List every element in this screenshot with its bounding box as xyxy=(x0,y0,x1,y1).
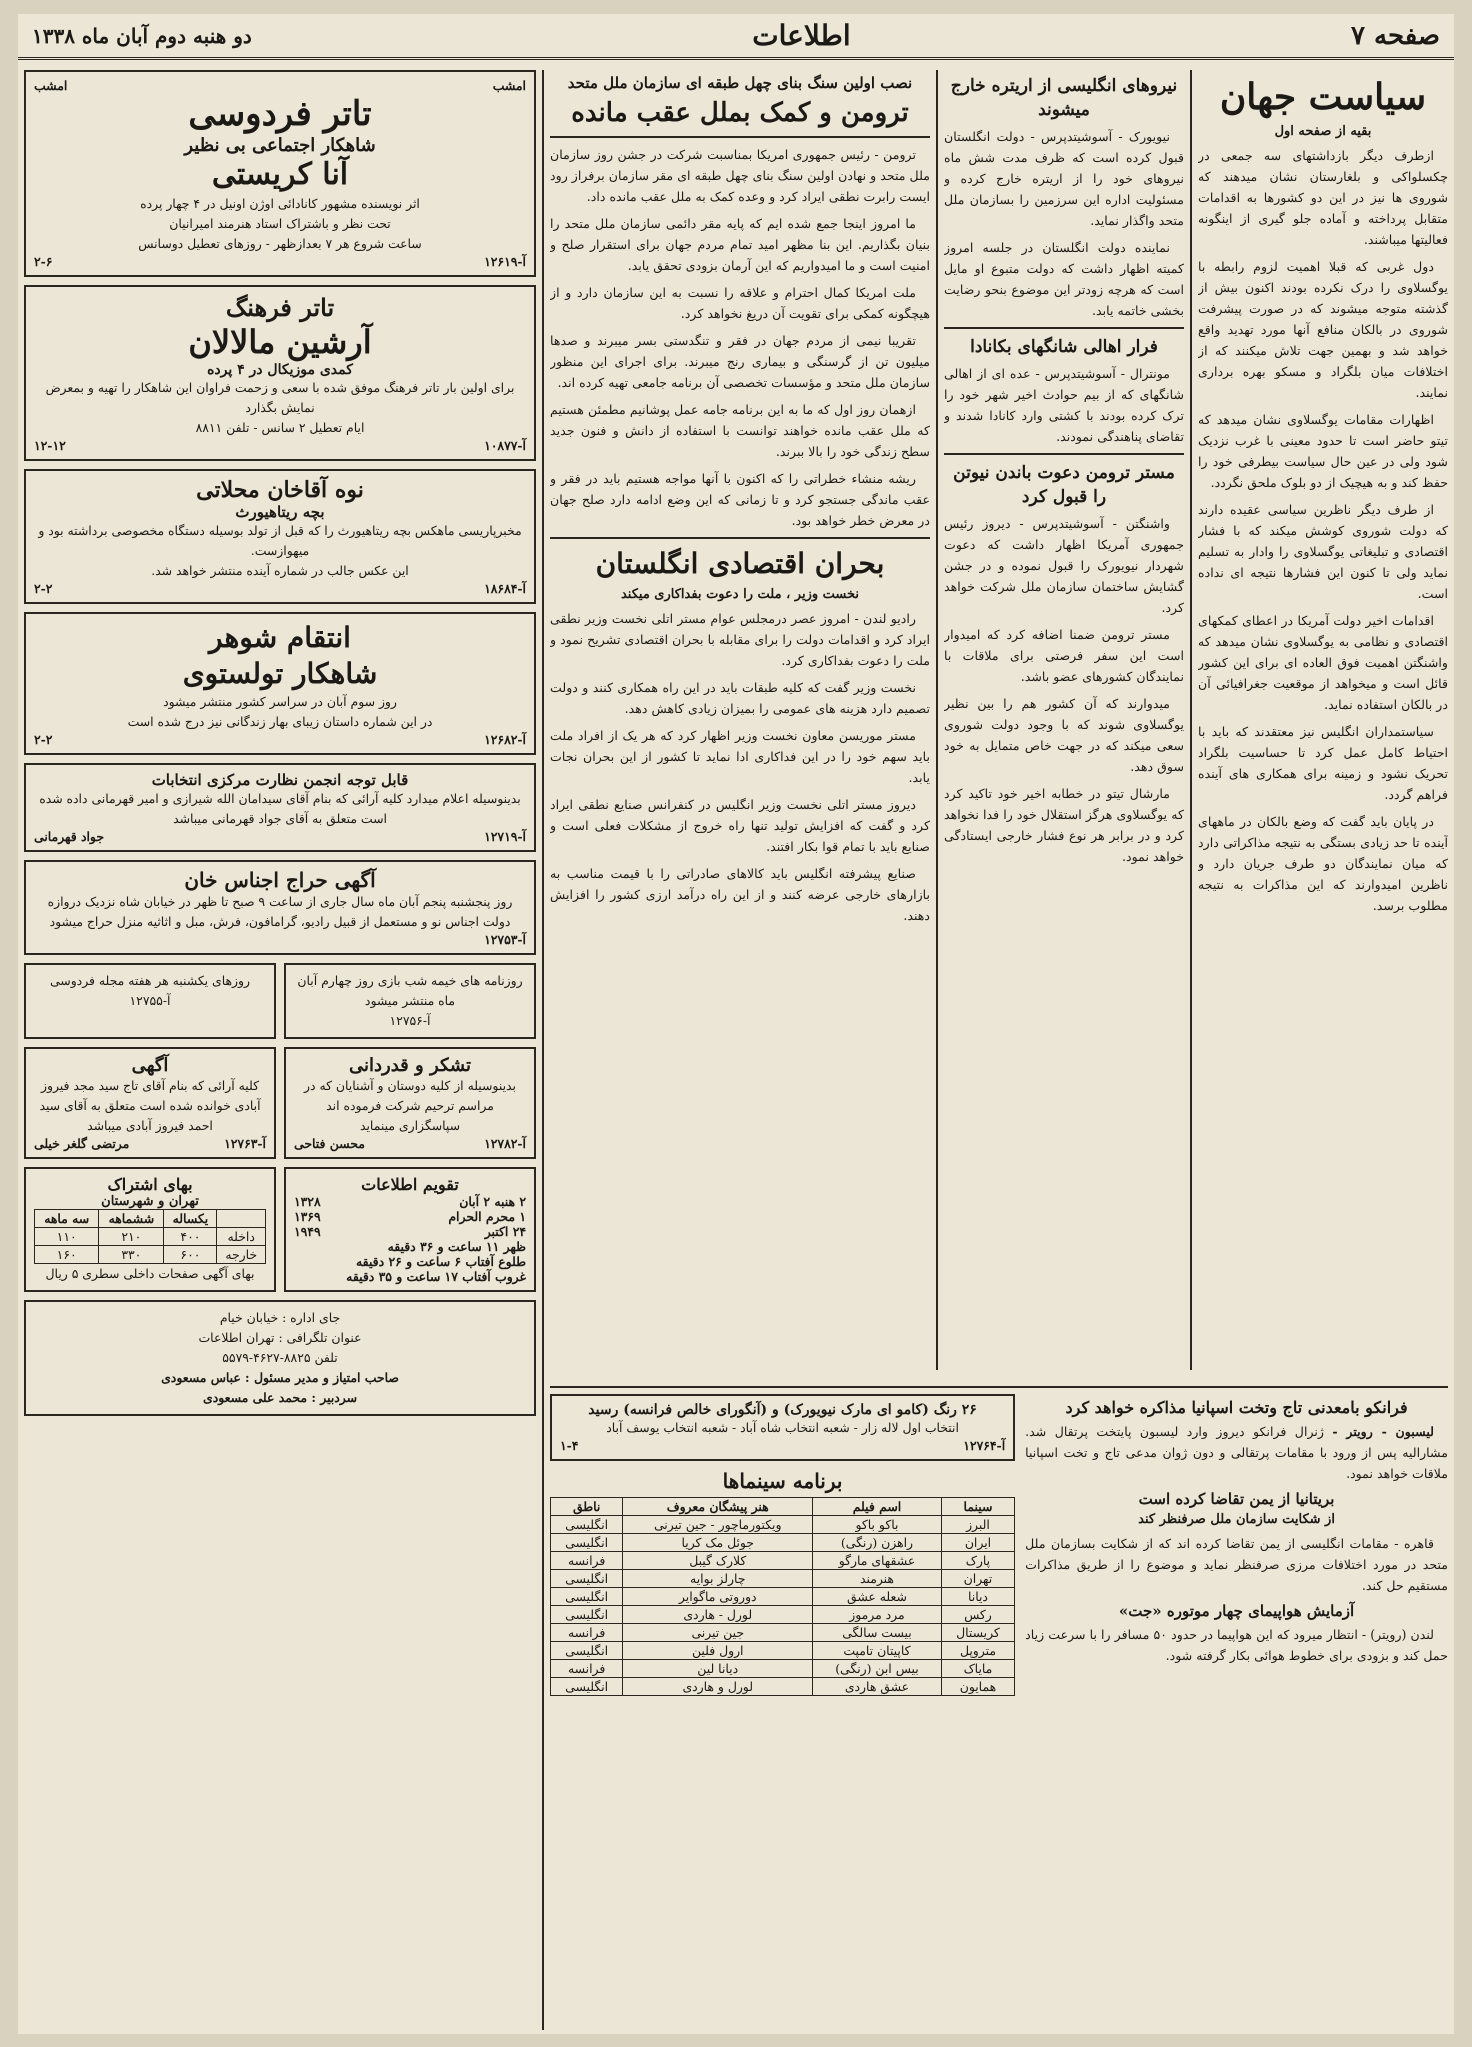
ad-notice xyxy=(24,1047,276,1159)
calendar-cell: ۲۴ اکتبر xyxy=(484,1224,526,1239)
cinema-cell: انگلیسی xyxy=(551,1642,623,1660)
cinema-cell: پارک xyxy=(941,1552,1014,1570)
story-divider xyxy=(944,453,1184,455)
ads-column xyxy=(24,70,536,2030)
small-ads-row xyxy=(24,963,536,1047)
column-divider xyxy=(1190,70,1192,1370)
address-line: جای اداره : خیابان خیام xyxy=(219,1310,341,1325)
calendar-row xyxy=(294,1224,526,1239)
subscription-header: سه ماهه xyxy=(35,1210,99,1228)
rang-ad xyxy=(550,1394,1015,1461)
cinema-cell: انگلیسی xyxy=(551,1516,623,1534)
cinema-cell: انگلیسی xyxy=(551,1588,623,1606)
cinema-cell: عشقهای مارگو xyxy=(813,1552,942,1570)
bottom-stories-row xyxy=(550,1394,1448,1696)
paragraph: ازطرف دیگر بازداشتهای سه جمعی در چکسلواکی و بلغارستان نشان میدهند که شوروی ها نیز در این دو کشورها به اقدامات متقابل پرداخته و آماده جلو گیری از اینگونه فعالیتها میباشند. xyxy=(1198,148,1448,247)
uk-crisis-subhead: نخست وزیر ، ملت را دعوت بفداکاری میکند xyxy=(620,587,860,602)
ad-line: روز سوم آبان در سراسر کشور منتشر میشود xyxy=(163,694,397,709)
rang-ad-title: ۲۶ رنگ (کامو ای مارک نیویورک) و (آنگورای خالص فرانسه) رسید xyxy=(588,1402,977,1418)
cinema-cell: عشق هاردی xyxy=(813,1678,942,1696)
paragraph: اظهارات مقامات یوگسلاوی نشان میدهد که تیتو حاضر است تا حدود معینی با غرب نزدیک شود ولی در عین حال سیاست بیطرفی خود را حفظ کند و به هیچیک از دو بلوک ملحق نگردد. xyxy=(1198,412,1448,490)
calendar-rows xyxy=(294,1194,526,1284)
ad-code: آ-۱۲۷۵۵ xyxy=(129,993,171,1008)
address-line: تلفن ۸۸۲۵-۴۶۲۷-۵۵۷۹ xyxy=(222,1350,338,1365)
ad-small-a xyxy=(284,963,536,1039)
cinema-cell: کریستال xyxy=(941,1624,1014,1642)
cinema-cell: بیس ابن (رنگی) xyxy=(813,1660,942,1678)
paragraph: صنایع پیشرفته انگلیس باید کالاهای صادراتی را با قیمت مناسب به بازارهای خارجی عرضه کنند و از این راه درآمد ارزی کشور را افزایش دهند. xyxy=(550,866,930,923)
subscription-row-label: داخله xyxy=(217,1228,266,1246)
cinema-title: برنامه سینماها xyxy=(722,1469,843,1493)
ad-election-notice xyxy=(24,763,536,852)
ad-tag-tonight: امشب xyxy=(34,78,68,93)
cinema-column xyxy=(550,1394,1015,1696)
masthead xyxy=(18,14,1454,60)
cinema-cell: انگلیسی xyxy=(551,1570,623,1588)
ad-line: در این شماره داستان زیبای بهار زندگانی نیز درج شده است xyxy=(127,714,433,729)
cinema-cell: رکس xyxy=(941,1606,1014,1624)
bottom-section xyxy=(550,1380,1448,2030)
cinema-cell: جوئل مک کریا xyxy=(623,1534,813,1552)
cinema-cell: فرانسه xyxy=(551,1660,623,1678)
cinema-header: ناطق xyxy=(551,1498,623,1516)
ad-line: روزنامه های خیمه شب بازی روز چهارم آبان ماه منتشر میشود xyxy=(297,973,523,1008)
calendar-cell: ۱۹۴۹ xyxy=(294,1224,321,1239)
truman-aid-story xyxy=(550,144,930,531)
ad-title: نوه آقاخان محلاتی xyxy=(196,477,364,503)
cinema-cell: ایران xyxy=(941,1534,1014,1552)
cinema-row xyxy=(551,1516,1015,1534)
ad-line: روز پنجشنبه پنجم آبان ماه سال جاری از ساعت ۹ صبح تا ظهر در خیابان شاه نزدیک دروازه دولت اجناس نو و مستعمل از قبیل رادیو، گرامافون، فرش، مبل و اثاثیه منزل حراج میشود xyxy=(47,894,513,929)
ad-tag-tonight: امشب xyxy=(492,78,526,93)
ad-signature: محسن فتاحی xyxy=(294,1136,365,1151)
ad-line: بدینوسیله اعلام میدارد کلیه آرائی که بنام آقای سیدامان الله شیرازی و امیر قهرمانی داده شده است متعلق به آقای جواد قهرمانی میباشد xyxy=(39,791,521,826)
column-divider xyxy=(542,70,544,2030)
ad-title: تاتر فرهنگ xyxy=(225,293,335,322)
ad-title: انتقام شوهر xyxy=(209,621,351,654)
column-divider xyxy=(936,70,938,1370)
truman-aid-headline: ترومن و کمک بملل عقب مانده xyxy=(571,98,909,128)
calendar-row xyxy=(294,1269,526,1284)
uk-crisis-story xyxy=(550,608,930,926)
cinema-header: اسم فیلم xyxy=(813,1498,942,1516)
ad-line: بدینوسیله از کلیه دوستان و آشنایان که در مراسم ترحیم شرکت فرموده اند سپاسگزاری مینماید xyxy=(304,1078,516,1133)
paragraph: در پایان باید گفت که وضع بالکان در ماههای آینده تا حد زیادی بستگی به نتیجه مذاکراتی دارد که میان نمایندگان دو طرف جریان دارد و ناظرین امیدوارند که این مذاکرات به نتیجه مطلوب برسد. xyxy=(1198,814,1448,913)
ad-play-name: آنا کریستی xyxy=(211,157,349,192)
ad-line: کلیه آرائی که بنام آقای تاج سید مجد فیروز آبادی خوانده شده است متعلق به آقای سید احمد فیروز آبادی میباشد xyxy=(39,1078,261,1133)
paragraph: میدوارند که آن کشور هم را بین نظیر یوگسلاوی شوند که با وجود دولت شوروی سعی میکند که در جهت خاص متمایل به خود سوق دهد. xyxy=(944,696,1184,774)
cinema-row xyxy=(551,1552,1015,1570)
subscription-footer: بهای آگهی صفحات داخلی سطری ۵ ریال xyxy=(45,1266,255,1281)
britain-headline: بریتانیا از یمن تقاضا کرده است xyxy=(1138,1490,1335,1508)
ad-line: این عکس جالب در شماره آینده منتشر خواهد شد. xyxy=(151,563,409,578)
ad-title: تشکر و قدردانی xyxy=(349,1055,471,1076)
calendar-cell: ظهر ۱۱ ساعت و ۳۶ دقیقه xyxy=(387,1239,526,1254)
truman-invitation-story xyxy=(944,513,1184,867)
cinema-cell: فرانسه xyxy=(551,1624,623,1642)
ad-code: آ-۱۲۷۶۳ xyxy=(224,1136,266,1151)
franco-story xyxy=(1025,1394,1448,1696)
paragraph: نماینده دولت انگلستان در جلسه امروز کمیته اظهار داشت که دولت متبوع او مایل است که هرچه زودتر این موضوع بنحو رضایت بخشی خاتمه یابد. xyxy=(944,240,1184,318)
world-politics-body xyxy=(1198,145,1448,916)
subscription-price: ۴۰۰ xyxy=(164,1228,217,1246)
subscription-price: ۱۶۰ xyxy=(35,1246,99,1264)
ad-line: ایام تعطیل ۲ سانس - تلفن ۸۸۱۱ xyxy=(195,420,365,435)
news-column-2 xyxy=(944,70,1184,1370)
ad-code: ۲-۲ xyxy=(34,732,53,747)
ad-line: برای اولین بار تاتر فرهنگ موفق شده با سعی و زحمت فراوان این شاهکار را تهیه و بمعرض نمایش بگذارد xyxy=(45,380,515,415)
subscription-table xyxy=(34,1209,266,1264)
paragraph: واشنگتن - آسوشیتدپرس - دیروز رئیس جمهوری آمریکا اظهار داشت که دعوت شهردار نیویورک را قبول نموده و در جشن گشایش ساختمان سازمان ملل شرکت خواهد کرد. xyxy=(944,516,1184,615)
paragraph: نخست وزیر گفت که کلیه طبقات باید در این راه همکاری کنند و دولت تصمیم دارد هزینه های عمومی را بمیزان زیادی کاهش دهد. xyxy=(550,680,930,716)
cinema-header: هنر پیشگان معروف xyxy=(623,1498,813,1516)
cinema-header: سینما xyxy=(941,1498,1014,1516)
cinema-cell: هنرمند xyxy=(813,1570,942,1588)
ad-code: آ-۱۰۸۷۷ xyxy=(484,438,526,453)
eritrea-story xyxy=(944,126,1184,321)
ad-subtitle: کمدی موزیکال در ۴ پرده xyxy=(207,362,353,378)
ad-subtitle: بچه ریتاهیورث xyxy=(235,503,325,521)
cinema-cell: ویکتورماچور - جین تیرنی xyxy=(623,1516,813,1534)
cinema-cell: فرانسه xyxy=(551,1552,623,1570)
paragraph: مستر ترومن ضمنا اضافه کرد که امیدوار است این سفر فرصتی برای ملاقات با نمایندگان کشورهای عضو باشد. xyxy=(944,627,1184,684)
ad-subtitle: شاهکار تولستوی xyxy=(182,657,378,690)
ad-aga-khan xyxy=(24,469,536,604)
address-line: عنوان تلگرافی : تهران اطلاعات xyxy=(198,1330,362,1345)
world-politics-byline: بقیه از صفحه اول xyxy=(1274,124,1372,139)
cinema-cell: دیانا xyxy=(941,1588,1014,1606)
cinema-row xyxy=(551,1606,1015,1624)
subscription-row xyxy=(35,1228,266,1246)
subscription-subtitle: تهران و شهرستان xyxy=(101,1194,199,1209)
page-number: صفحه ۷ xyxy=(1351,20,1440,51)
subscription-price: ۳۳۰ xyxy=(99,1246,164,1264)
paragraph: دول غربی که قبلا اهمیت لزوم رابطه با یوگسلاوی را درک نکرده بودند اکنون بیش از گذشته متوجه میشوند که در صورت پیشرفت شوروی در بالکان منافع آنها مورد تهدید واقع خواهد شد و بهمین جهت تلاش میکنند که از اختلافات میان بلگراد و مسکو بهره برداری نمایند. xyxy=(1198,259,1448,400)
subscription-corner xyxy=(217,1210,266,1228)
news-column-3 xyxy=(550,70,930,1370)
ad-title: تاتر فردوسی xyxy=(188,94,372,134)
ad-title: آگهی حراج اجناس خان xyxy=(184,868,376,892)
subscription-price: ۲۱۰ xyxy=(99,1228,164,1246)
issue-date: دو هنبه دوم آبان ماه ۱۳۳۸ xyxy=(32,23,252,48)
cinema-table xyxy=(550,1497,1015,1696)
ad-code: آ-۱۲۷۱۹ xyxy=(484,829,526,844)
cinema-cell: انگلیسی xyxy=(551,1678,623,1696)
subscription-price: ۶۰۰ xyxy=(164,1246,217,1264)
cinema-row xyxy=(551,1570,1015,1588)
ad-line: مخبرپاریسی ماهکس بچه ریتاهیورث را که قبل از تولد بوسیله دستگاه مخصوصی برداشته بود و میهوازست. xyxy=(38,523,522,558)
rang-ad-subtitle: انتخاب اول لاله زار - شعبه انتخاب شاه آباد - شعبه انتخاب یوسف آباد xyxy=(606,1420,959,1435)
paragraph: ترومن - رئیس جمهوری امریکا بمناسبت شرکت در جشن روز سازمان ملل متحد و نهادن اولین سنگ بنای چهل طبقه ای مقر سازمان برفراز رود ایست رابرت نطقی ایراد کرد و وعده کمک به ملل عقب مانده داد. xyxy=(550,147,930,204)
world-politics-title: سیاست جهان xyxy=(1219,76,1427,118)
cinema-cell: دیانا لین xyxy=(623,1660,813,1678)
cinema-row xyxy=(551,1660,1015,1678)
editor-line: سردبیر : محمد علی مسعودی xyxy=(203,1390,357,1405)
ad-thanks xyxy=(284,1047,536,1159)
uk-crisis-headline: بحران اقتصادی انگلستان xyxy=(595,547,885,580)
cinema-cell: مایاک xyxy=(941,1660,1014,1678)
cinema-cell: کلارک گیبل xyxy=(623,1552,813,1570)
ad-line: روزهای یکشنبه هر هفته مجله فردوسی xyxy=(49,973,251,988)
ad-line: اثر نویسنده مشهور کانادائی اوژن اونیل در ۴ چهار پرده xyxy=(140,196,420,211)
ad-ferdowsi-theater xyxy=(24,70,536,277)
ad-line: تحت نظر و باشتراک استاد هنرمند امیرانیان xyxy=(169,216,391,231)
calendar-row xyxy=(294,1254,526,1269)
calendar-cell: ۱۳۶۹ xyxy=(294,1209,321,1224)
cinema-cell: انگلیسی xyxy=(551,1606,623,1624)
subscription-header: یکساله xyxy=(164,1210,217,1228)
subscription-row-label: خارجه xyxy=(217,1246,266,1264)
info-row xyxy=(24,1167,536,1300)
cinema-row xyxy=(551,1534,1015,1552)
ad-signature: جواد قهرمانی xyxy=(34,829,104,844)
subscription-header: ششماهه xyxy=(99,1210,164,1228)
ad-code: آ-۱۲۷۶۴ xyxy=(963,1438,1006,1453)
paragraph: ملت امریکا کمال احترام و علاقه را نسبت به این سازمان دارد و از هیچگونه کمکی برای تقویت آن دریغ نخواهد کرد. xyxy=(550,285,930,321)
cinema-cell: همایون xyxy=(941,1678,1014,1696)
ad-play-name: آرشین مالالان xyxy=(188,323,372,361)
eritrea-headline: نیروهای انگلیسی از اریتره خارج میشوند xyxy=(950,76,1178,120)
cinema-cell: شعله عشق xyxy=(813,1588,942,1606)
ads-row-2 xyxy=(24,1047,536,1167)
calendar-cell: غروب آفتاب ۱۷ ساعت و ۳۵ دقیقه xyxy=(346,1269,526,1284)
ad-code: ۱-۴ xyxy=(560,1438,579,1453)
paragraph: مارشال تیتو در خطابه اخیر خود تاکید کرد که یوگسلاوی هرگز استقلال خود را فدا نخواهد کرد و در برابر هر نوع فشار خارجی ایستادگی خواهد نمود. xyxy=(944,786,1184,864)
cinema-cell: متروپل xyxy=(941,1642,1014,1660)
cinema-row xyxy=(551,1588,1015,1606)
cinema-cell: چارلز بوایه xyxy=(623,1570,813,1588)
cinema-row xyxy=(551,1624,1015,1642)
ad-code: آ-۱۲۷۵۶ xyxy=(389,1013,431,1028)
ad-code: آ-۱۲۶۱۹ xyxy=(484,254,526,269)
paragraph: مستر موریسن معاون نخست وزیر اظهار کرد که هر یک از افراد ملت باید سهم خود را در این فداکاری ادا نماید تا کشور از این بحران نجات یابد. xyxy=(550,728,930,785)
franco-dateline: لیسبون - رویتر - xyxy=(1332,1424,1434,1439)
subscription-box xyxy=(24,1167,276,1292)
cinema-cell: کاپیتان تامپت xyxy=(813,1642,942,1660)
paragraph: تقریبا نیمی از مردم جهان در فقر و تنگدستی بسر میبرند و صدها میلیون تن از گرسنگی و بیماری رنج میبرند. برای اجرای این منظور سازمان ملل متحد و مؤسسات تخصصی آن برنامه جامعی تهیه کرده اند. xyxy=(550,333,930,390)
cinema-cell: البرز xyxy=(941,1516,1014,1534)
address-box xyxy=(24,1300,536,1416)
shanghai-headline: فرار اهالی شانگهای بکانادا xyxy=(970,337,1158,357)
britain-text: قاهره - مقامات انگلیسی از یمن تقاضا کرده اند که از شکایت بسازمان ملل متحد در مورد اختلافات مرزی صرفنظر نماید و موضوع را از طریق مذاکرات مستقیم حل کند. xyxy=(1025,1536,1448,1593)
cinema-cell: راهزن (رنگی) xyxy=(813,1534,942,1552)
britain-subhead: از شکایت سازمان ملل صرفنظر کند xyxy=(1138,1512,1335,1527)
ad-code: آ-۱۲۷۸۲ xyxy=(484,1136,526,1151)
story-divider xyxy=(944,327,1184,329)
story-divider xyxy=(550,136,930,138)
calendar-row xyxy=(294,1239,526,1254)
paragraph: از طرف دیگر ناظرین سیاسی عقیده دارند که دولت شوروی کوشش میکند که با فشار اقتصادی و تبلیغاتی یوگسلاوی را وادار به تسلیم نماید ولی تا کنون این فشارها نتیجه ای نداده است. xyxy=(1198,502,1448,601)
cinema-cell: لورل - هاردی xyxy=(623,1606,813,1624)
ad-code: ۲-۲ xyxy=(34,581,53,596)
paragraph: دیروز مستر اتلی نخست وزیر انگلیس در کنفرانس صنایع نطقی ایراد کرد و گفت که افزایش تولید تنها راه خروج از مشکلات فعلی است و صنایع باید با تمام قوا بکار افتند. xyxy=(550,797,930,854)
ad-signature: مرتضی گلغر خیلی xyxy=(34,1136,130,1151)
cinema-cell: مرد مرموز xyxy=(813,1606,942,1624)
cinema-cell: انگلیسی xyxy=(551,1534,623,1552)
un-headline-top: نصب اولین سنگ بنای چهل طبقه ای سازمان ملل متحد xyxy=(567,74,913,92)
cinema-cell: بیست سالگی xyxy=(813,1624,942,1642)
ad-code: ۲-۶ xyxy=(34,254,53,269)
calendar-cell: ۱ محرم الحرام xyxy=(448,1209,526,1224)
cinema-cell: لورل و هاردی xyxy=(623,1678,813,1696)
ad-subtitle: شاهکار اجتماعی بی نظیر xyxy=(184,135,376,156)
ad-small-b xyxy=(24,963,276,1039)
subscription-title: بهای اشتراک xyxy=(107,1175,193,1194)
calendar-box xyxy=(284,1167,536,1292)
ad-code: آ-۱۲۶۸۲ xyxy=(484,732,526,747)
calendar-row xyxy=(294,1194,526,1209)
calendar-row xyxy=(294,1209,526,1224)
franco-text: ژنرال فرانکو دیروز وارد لیسبون پایتخت پرتقال شد. مشارالیه پس از ورود با مقامات پرتقالی و دون ژوان مدعی تاج و تخت اسپانیا ملاقات خواهد نمود. xyxy=(1025,1424,1448,1481)
section-divider xyxy=(550,1386,1448,1388)
world-politics-column xyxy=(1198,70,1448,1370)
ad-auction xyxy=(24,860,536,955)
ad-line: ساعت شروع هر ۷ بعدازظهر - روزهای تعطیل دوسانس xyxy=(138,236,422,251)
paragraph: ازهمان روز اول که ما به این برنامه جامه عمل پوشانیم مطمئن هستیم که ملل عقب مانده خواهند توانست با استفاده از دانش و فنون جدید سطح زندگی خود را بالا ببرند. xyxy=(550,402,930,459)
ad-code: آ-۱۸۶۸۴ xyxy=(484,581,526,596)
publisher-line: صاحب امتیاز و مدیر مسئول : عباس مسعودی xyxy=(161,1370,399,1385)
paragraph: اقدامات اخیر دولت آمریکا در اعطای کمکهای اقتصادی و نظامی به یوگسلاوی نشان میدهد که واشنگتن اهمیت فوق العاده ای برای این کشور قائل است و میخواهد از موقعیت جغرافیائی آن در بالکان استفاده نماید. xyxy=(1198,613,1448,712)
cinema-cell: دوروتی ماگوایر xyxy=(623,1588,813,1606)
ad-farhang-theater xyxy=(24,285,536,461)
cinema-cell: باکو باکو xyxy=(813,1516,942,1534)
ad-title: قابل توجه انجمن نظارت مرکزی انتخابات xyxy=(151,771,409,789)
subscription-price: ۱۱۰ xyxy=(35,1228,99,1246)
paragraph: مونترال - آسوشیتدپرس - عده ای از اهالی شانگهای که از بیم حوادث اخیر شهر خود را ترک کرده بودند با کشتی وارد کانادا شدند و تقاضای پناهندگی نمودند. xyxy=(944,366,1184,444)
newspaper-page xyxy=(18,14,1454,2034)
truman-invitation-headline: مستر ترومن دعوت باندن نیوتن را قبول کرد xyxy=(953,463,1175,507)
cinema-cell: تهران xyxy=(941,1570,1014,1588)
ad-title: آگهی xyxy=(131,1055,169,1076)
calendar-cell: ۲ هنبه ۲ آبان xyxy=(459,1194,526,1209)
paragraph: ما امروز اینجا جمع شده ایم که پایه مقر دائمی سازمان ملل متحد را بنیان بگذاریم. این بنا مظهر امید تمام مردم جهان برای استقرار صلح و امنیت است و ما امیدواریم که این آرمان بزودی تحقق یابد. xyxy=(550,216,930,273)
cinema-row xyxy=(551,1642,1015,1660)
paragraph: رادیو لندن - امروز عصر درمجلس عوام مستر اتلی نخست وزیر نطقی ایراد کرد و اقدامات دولت را برای مقابله با بحران اقتصادی تشریح نمود و ملت را دعوت بفداکاری کرد. xyxy=(550,611,930,668)
story-divider xyxy=(550,537,930,539)
cinema-row xyxy=(551,1678,1015,1696)
ad-code: ۱۲-۱۲ xyxy=(34,438,66,453)
calendar-cell: طلوع آفتاب ۶ ساعت و ۲۶ دقیقه xyxy=(356,1254,526,1269)
franco-headline: فرانکو بامعدنی تاج وتخت اسپانیا مذاکره خواهد کرد xyxy=(1065,1398,1408,1417)
paragraph: ریشه منشاء خطراتی را که اکنون با آنها مواجه هستیم باید در فقر و عقب ماندگی جستجو کرد و تا زمانی که این وضع ادامه دارد صلح جهان در معرض خطر خواهد بود. xyxy=(550,471,930,528)
ad-tolstoy xyxy=(24,612,536,755)
jet-text: لندن (رویتر) - انتظار میرود که این هواپیما در حدود ۵۰ مسافر را با سرعت زیاد حمل کند و بزودی برای خطوط هوائی بکار گرفته شود. xyxy=(1025,1627,1448,1663)
paragraph: نیویورک - آسوشیتدپرس - دولت انگلستان قبول کرده است که ظرف مدت شش ماه نیروهای خود را از اریتره خارج کرده و مسئولیت اداره این سرزمین را بسازمان ملل متحد واگذار نماید. xyxy=(944,129,1184,228)
cinema-cell: جین تیرنی xyxy=(623,1624,813,1642)
shanghai-story xyxy=(944,363,1184,447)
jet-headline: آزمایش هواپیمای چهار موتوره «جت» xyxy=(1118,1602,1355,1620)
calendar-cell: ۱۳۲۸ xyxy=(294,1194,321,1209)
paragraph: سیاستمداران انگلیس نیز معتقدند که باید با احتیاط کامل عمل کرد تا حساسیت بلگراد تحریک نشود و زمینه برای همکاری های آینده فراهم گردد. xyxy=(1198,724,1448,802)
subscription-row xyxy=(35,1246,266,1264)
newspaper-name: اطلاعات xyxy=(752,19,851,52)
calendar-title: تقویم اطلاعات xyxy=(361,1175,459,1194)
cinema-cell: ارول فلین xyxy=(623,1642,813,1660)
ad-code: آ-۱۲۷۵۳ xyxy=(484,932,526,947)
